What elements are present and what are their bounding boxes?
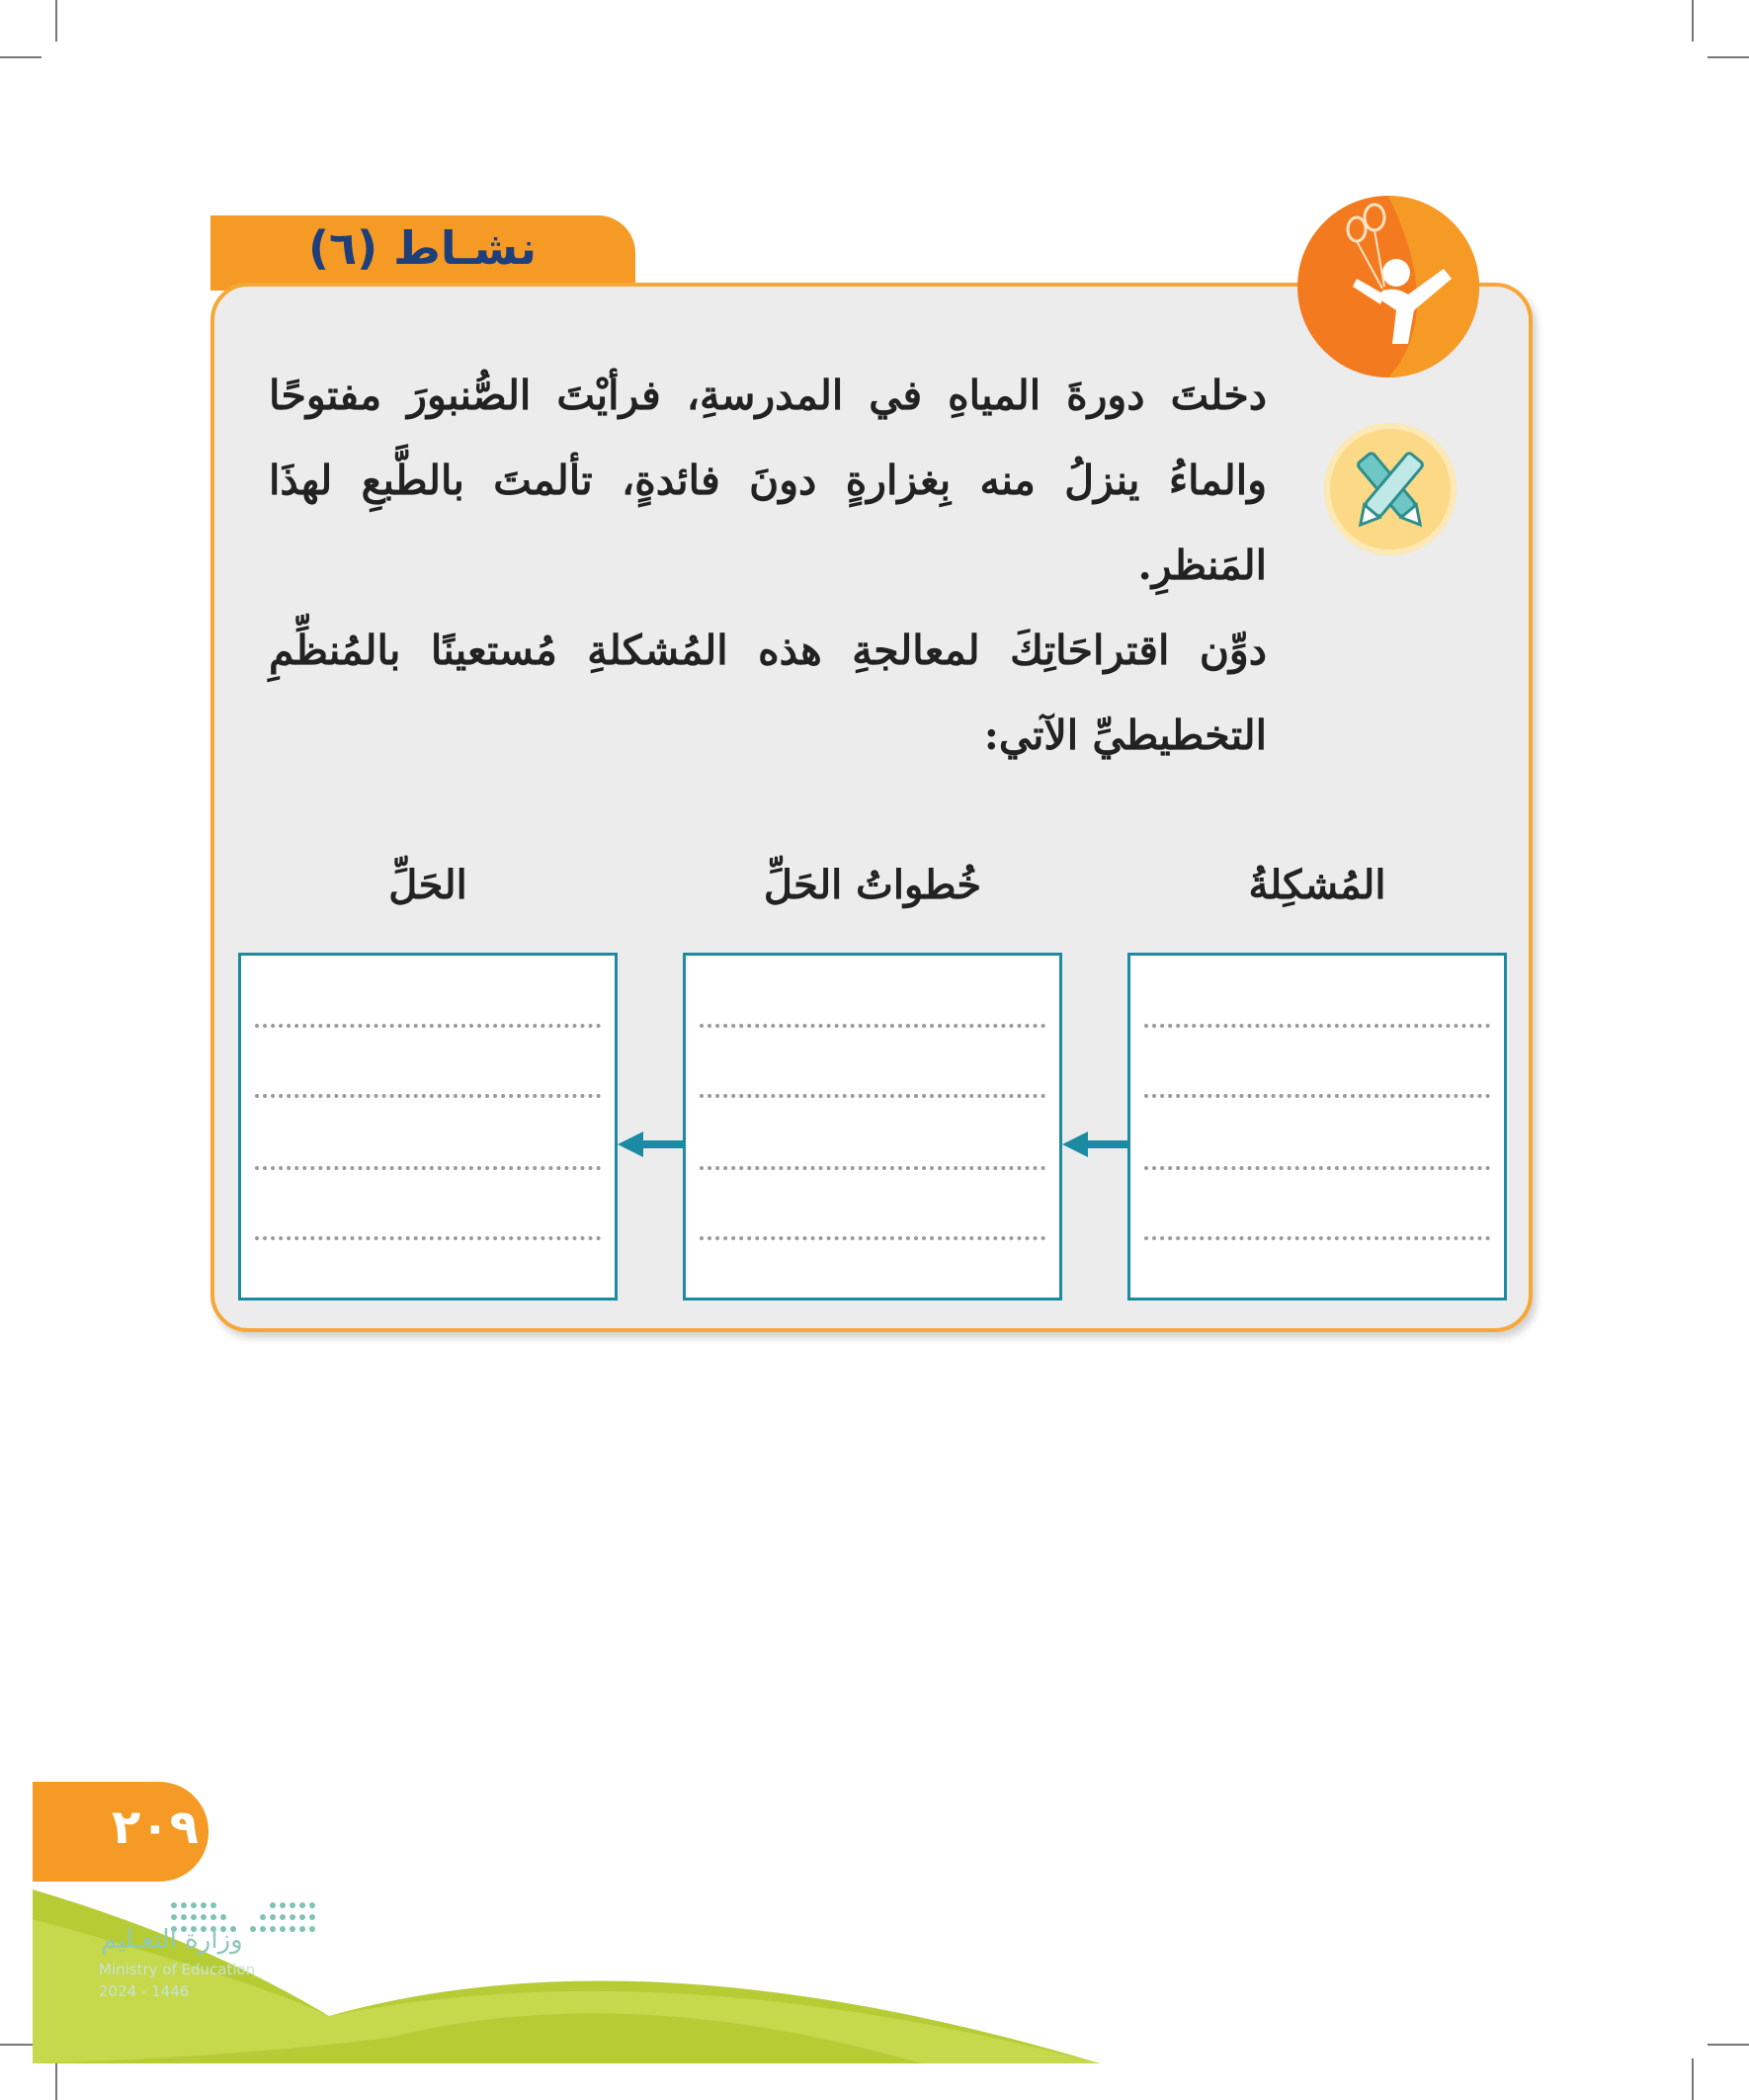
writing-line[interactable] <box>1144 1094 1490 1098</box>
writing-line[interactable] <box>255 1094 601 1098</box>
crop-mark <box>1707 56 1749 58</box>
pencil-icon <box>1324 423 1457 555</box>
writing-line[interactable] <box>700 1094 1045 1098</box>
column-title-solution: الحَلِّ <box>388 862 467 908</box>
column-title-steps: خُطواتُ الحَلِّ <box>763 862 982 908</box>
activity-paragraph: دخلتَ دورةَ المياهِ في المدرسةِ، فرأيْتَ الصُّنبورَ مفتوحًا والماءُ ينزلُ منه بِغزارةٍ دونَ فائدةٍ، تألمتَ بالطَّبعِ لهذَا المَنظرِ. <box>269 372 1267 589</box>
activity-tab <box>210 215 635 291</box>
crop-mark <box>55 2058 57 2100</box>
edition-year: 2024 - 1446 <box>99 1982 190 2000</box>
crop-mark <box>0 56 42 58</box>
writing-line[interactable] <box>255 1236 601 1240</box>
activity-title: نشـاط (٦) <box>308 221 537 275</box>
writing-line[interactable] <box>1144 1166 1490 1170</box>
arrow-left-icon <box>618 1132 683 1157</box>
ministry-name-en: Ministry of Education <box>99 1961 256 1978</box>
steps-box[interactable] <box>683 953 1062 1301</box>
writing-line[interactable] <box>255 1166 601 1170</box>
problem-box[interactable] <box>1127 953 1507 1301</box>
activity-figure-icon <box>1297 196 1479 378</box>
ministry-name-ar: وزارة التعـليم <box>101 1925 243 1955</box>
crop-mark <box>1707 2044 1749 2046</box>
page-number: ٢٠٩ <box>112 1800 199 1855</box>
writing-line[interactable] <box>700 1166 1045 1170</box>
writing-line[interactable] <box>1144 1024 1490 1028</box>
writing-line[interactable] <box>255 1024 601 1028</box>
crop-mark <box>1692 2058 1694 2100</box>
writing-line[interactable] <box>700 1024 1045 1028</box>
writing-line[interactable] <box>700 1236 1045 1240</box>
column-title-problem: المُشكِلةُ <box>1248 862 1386 908</box>
solution-box[interactable] <box>238 953 618 1301</box>
activity-instruction: دوِّن اقتراحَاتِكَ لمعالجةِ هذه المُشكلةِ مُستعينًا بالمُنظِّمِ التخطيطيِّ الآتي: <box>269 627 1267 759</box>
arrow-left-icon <box>1062 1132 1127 1157</box>
crop-mark <box>1692 0 1694 42</box>
page-number-tab <box>33 1782 208 1882</box>
writing-line[interactable] <box>1144 1236 1490 1240</box>
crop-mark <box>55 0 57 42</box>
